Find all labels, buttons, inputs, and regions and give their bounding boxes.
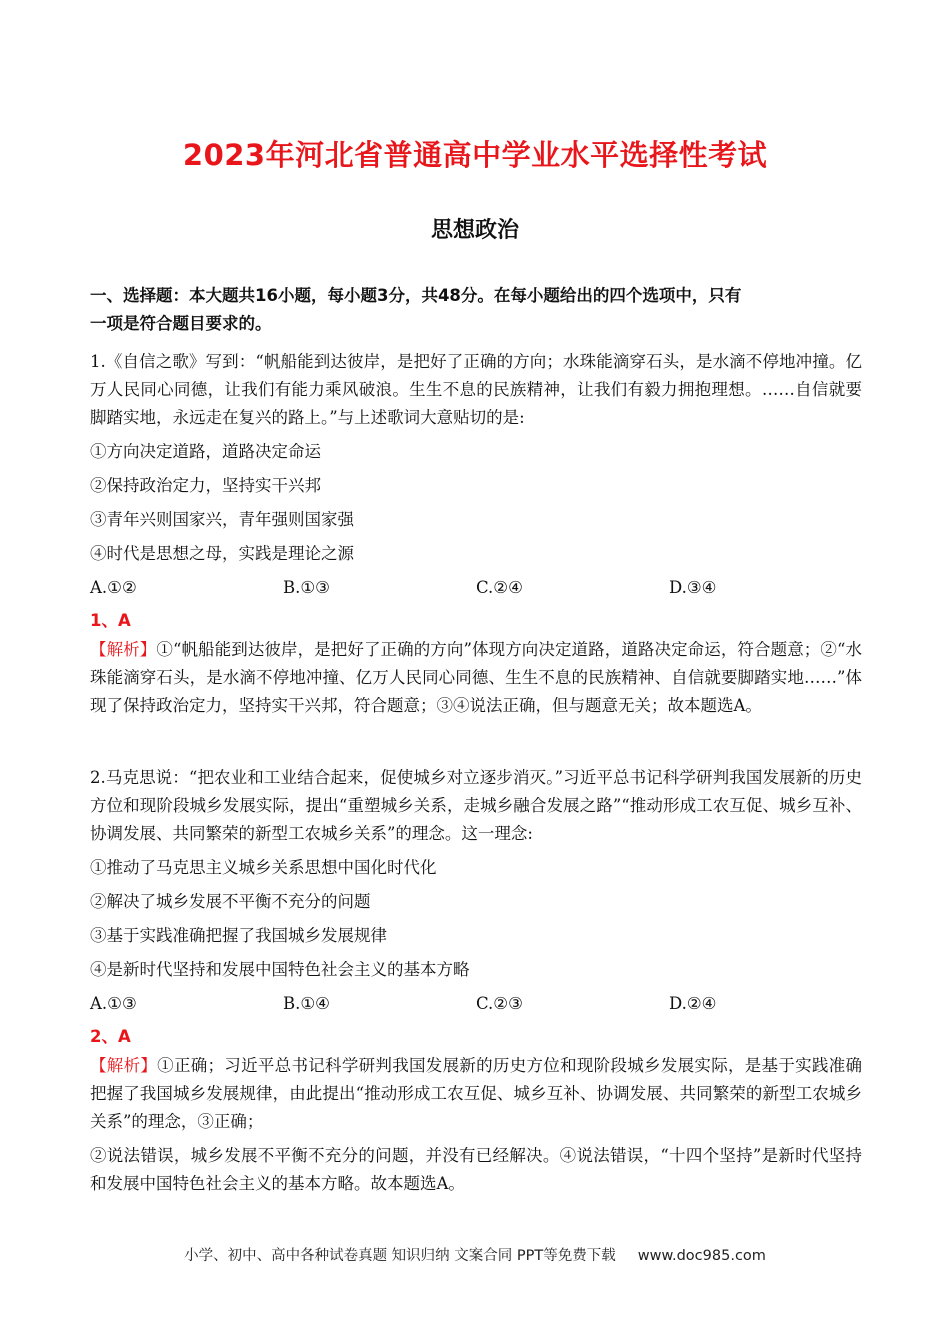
subject-title: 思想政治: [430, 218, 519, 243]
statement-option: ②保持政治定力，坚持实干兴邦: [90, 476, 321, 495]
statement-option: ④时代是思想之母，实践是理论之源: [90, 544, 354, 563]
statement-option: ③基于实践准确把握了我国城乡发展规律: [90, 926, 387, 945]
statement-option: ①方向决定道路，道路决定命运: [90, 442, 321, 461]
analysis-text: ①正确；习近平总书记科学研判我国发展新的历史方位和现阶段城乡发展实际，是基于实践准确把握了我国城乡发展规律，由此提出“推动形成工农互促、城乡互补、协调发展、共同繁荣的新型工农城乡关系”的理念，③正确；: [90, 1056, 863, 1131]
choice-d: D.②④: [669, 994, 717, 1013]
section-heading-line1: 一、选择题：本大题共16小题，每小题3分，共48分。在每小题给出的四个选项中，只有: [90, 286, 742, 305]
question-stem: 1.《自信之歌》写到：“帆船能到达彼岸，是把好了正确的方向；水珠能滴穿石头，是水滴不停地冲撞。亿万人民同心同德，让我们有能力乘风破浪。生生不息的民族精神，让我们有毅力拥抱理想。……自信就要脚踏实地，永远走在复兴的路上。”与上述歌词大意贴切的是:: [90, 352, 862, 427]
analysis-paragraph: [90, 1052, 862, 1136]
analysis-text: ①“帆船能到达彼岸，是把好了正确的方向”体现方向决定道路，道路决定命运，符合题意；②“水珠能滴穿石头，是水滴不停地冲撞、亿万人民同心同德、生生不息的民族精神、自信就要脚踏实地……”体现了保持政治定力，坚持实干兴邦，符合题意；③④说法正确，但与题意无关；故本题选A。: [90, 640, 862, 715]
choice-d: D.③④: [669, 578, 717, 597]
analysis-tag: 【解析】: [90, 1056, 158, 1075]
choice-b: B.①③: [283, 578, 330, 597]
choice-a: A.①②: [90, 578, 137, 597]
statement-option: ①推动了马克思主义城乡关系思想中国化时代化: [90, 858, 437, 877]
footer-text: 小学、初中、高中各种试卷真题 知识归纳 文案合同 PPT等免费下载: [184, 1248, 616, 1264]
question-1: [90, 348, 862, 720]
choice-b: B.①④: [283, 994, 330, 1013]
exam-content: [90, 282, 862, 1204]
page-title: 2023年河北省普通高中学业水平选择性考试: [182, 138, 768, 172]
question-stem: 2.马克思说：“把农业和工业结合起来，促使城乡对立逐步消灭。”习近平总书记科学研判我国发展新的历史方位和现阶段城乡发展实际，提出“重塑城乡关系，走城乡融合发展之路”“推动形成工农互促、城乡互补、协调发展、共同繁荣的新型工农城乡关系”的理念。这一理念:: [90, 768, 862, 843]
section-heading: [90, 282, 862, 338]
analysis-tag: 【解析】: [90, 640, 157, 659]
statement-option: ④是新时代坚持和发展中国特色社会主义的基本方略: [90, 960, 470, 979]
answer-label: 2、A: [90, 1027, 131, 1046]
answer-label: 1、A: [90, 611, 131, 630]
choice-c: C.②③: [476, 994, 523, 1013]
analysis-paragraph: ②说法错误，城乡发展不平衡不充分的问题，并没有已经解决。④说法错误，“十四个坚持”是新时代坚持和发展中国特色社会主义的基本方略。故本题选A。: [90, 1146, 862, 1193]
analysis-paragraph: [90, 636, 862, 720]
answer-choices: [90, 990, 862, 1018]
statement-option: ②解决了城乡发展不平衡不充分的问题: [90, 892, 371, 911]
question-2: [90, 764, 862, 1198]
choice-a: A.①③: [90, 994, 137, 1013]
section-heading-line2: 一项是符合题目要求的。: [90, 314, 272, 333]
answer-choices: [90, 574, 862, 602]
footer-url[interactable]: www.doc985.com: [637, 1248, 766, 1264]
choice-c: C.②④: [476, 578, 523, 597]
statement-option: ③青年兴则国家兴，青年强则国家强: [90, 510, 354, 529]
page-footer: [0, 1244, 950, 1265]
